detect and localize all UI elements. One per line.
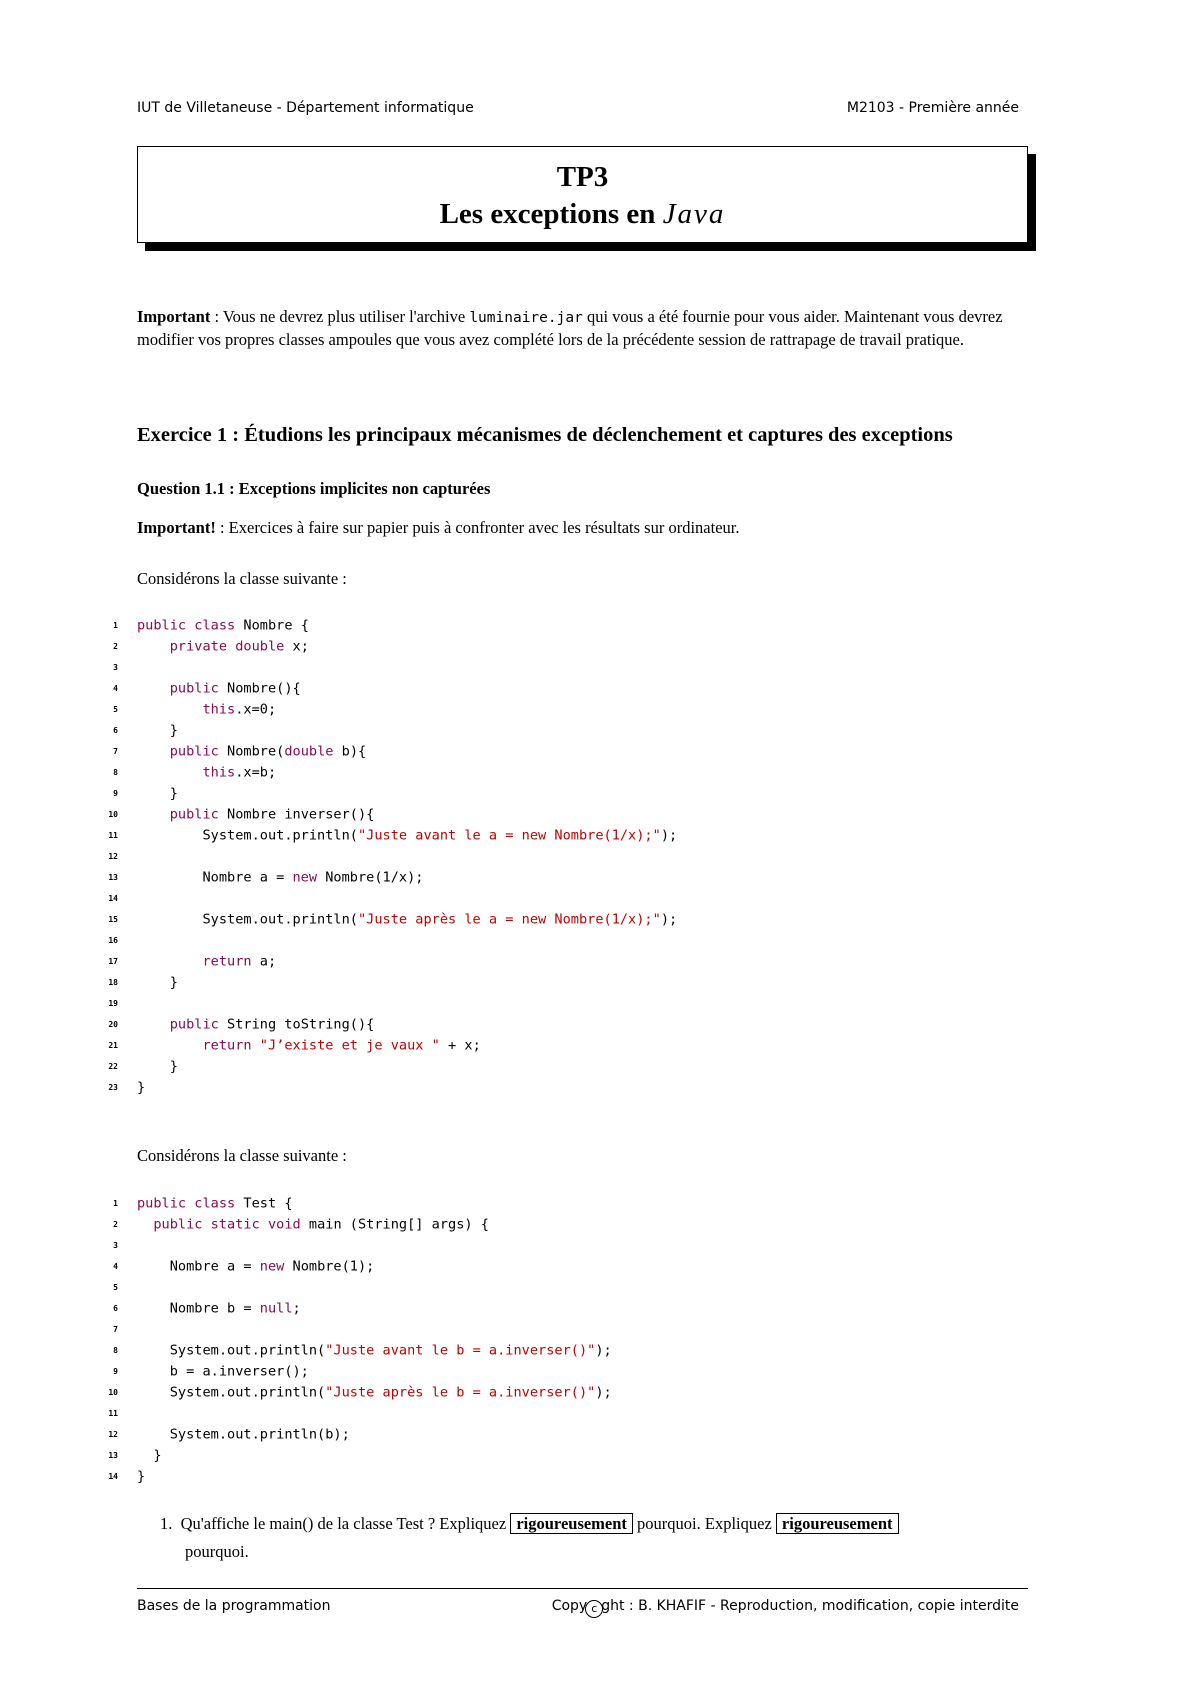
title-line1: TP3 [556, 161, 609, 193]
code-text: System.out.println("Juste après le b = a.inverser()"); [137, 1384, 612, 1401]
question-text3: pourquoi. [185, 1542, 249, 1561]
line-number: 23 [108, 1083, 118, 1092]
code-line [100, 888, 137, 909]
line-number: 8 [113, 768, 118, 777]
code-text: public Nombre inverser(){ [169, 806, 375, 823]
header-right: M2103 - Première année [846, 100, 1019, 116]
code-text: private double x; [169, 638, 309, 655]
code-text: Nombre a = new Nombre(1); [137, 1258, 375, 1275]
code-text: return a; [202, 953, 277, 970]
line-number: 9 [113, 1367, 118, 1376]
footer-rule [137, 1588, 1028, 1589]
line-number: 20 [108, 1020, 118, 1029]
line-number: 11 [108, 831, 118, 840]
code-line [100, 741, 366, 762]
title-prefix: Les exceptions en [439, 198, 663, 230]
code-line [100, 951, 276, 972]
code-line [100, 909, 677, 930]
header-left: IUT de Villetaneuse - Département informatique [137, 100, 474, 116]
code-line [100, 972, 178, 993]
question-title: Question 1.1 : Exceptions implicites non capturées [137, 479, 491, 498]
line-number: 5 [113, 705, 118, 714]
code-line [100, 867, 423, 888]
consider-1: Considérons la classe suivante : [137, 569, 347, 588]
line-number: 22 [108, 1062, 118, 1071]
code-line [100, 1319, 137, 1340]
intro-text1: : Vous ne devrez plus utiliser l'archive [210, 307, 470, 326]
intro-code: luminaire.jar [469, 310, 583, 326]
line-number: 2 [113, 642, 118, 651]
footer-right [552, 1598, 1019, 1618]
line-number: 13 [108, 873, 118, 882]
code-text: public class Test { [137, 1195, 293, 1212]
code-line [100, 1077, 145, 1098]
line-number: 16 [108, 936, 118, 945]
exercise-title: Exercice 1 : Étudions les principaux mécanismes de déclenchement et captures des exceptions [137, 424, 953, 446]
line-number: 14 [108, 894, 118, 903]
boxed-word-2: rigoureusement [776, 1513, 899, 1534]
code-line [100, 720, 178, 741]
line-number: 2 [113, 1220, 118, 1229]
line-number: 14 [108, 1472, 118, 1481]
line-number: 4 [113, 1262, 118, 1271]
code-line [100, 615, 309, 636]
code-line [100, 930, 137, 951]
question-text1: Qu'affiche le main() de la classe Test ? Expliquez [180, 1514, 511, 1533]
code-line [100, 1340, 612, 1361]
code-text: this.x=0; [202, 701, 277, 718]
code-line [100, 783, 178, 804]
code-text: System.out.println("Juste avant le a = new Nombre(1/x);"); [137, 827, 678, 844]
code-text: public class Nombre { [137, 617, 309, 634]
title-box [137, 146, 1028, 243]
code-text: Nombre a = new Nombre(1/x); [137, 869, 424, 886]
line-number: 19 [108, 999, 118, 1008]
line-number: 5 [113, 1283, 118, 1292]
code-line [100, 657, 137, 678]
code-line [100, 678, 301, 699]
code-text: System.out.println("Juste avant le b = a.inverser()"); [137, 1342, 612, 1359]
code-line [100, 1445, 162, 1466]
code-text: } [137, 974, 178, 991]
code-line [100, 1277, 137, 1298]
line-number: 10 [108, 810, 118, 819]
footer-right-prefix: Copy [551, 1598, 588, 1614]
important-line [137, 517, 1027, 539]
title-java: Java [662, 198, 726, 230]
code-text: } [137, 1058, 178, 1075]
code-line [100, 1193, 293, 1214]
line-number: 17 [108, 957, 118, 966]
code-text: } [137, 1447, 162, 1464]
code-line [100, 1256, 374, 1277]
line-number: 1 [113, 621, 118, 630]
line-number: 9 [113, 789, 118, 798]
code-line [100, 1466, 145, 1487]
code-line [100, 825, 677, 846]
question-text2: pourquoi. Expliquez [632, 1514, 776, 1533]
code-line [100, 762, 276, 783]
line-number: 11 [108, 1409, 118, 1418]
code-line [100, 1382, 612, 1403]
line-number: 7 [113, 747, 118, 756]
line-number: 12 [108, 1430, 118, 1439]
line-number: 3 [113, 663, 118, 672]
code-line [100, 1424, 350, 1445]
boxed-word-1: rigoureusement [510, 1513, 633, 1534]
code-text: public String toString(){ [169, 1016, 375, 1033]
code-text: b = a.inverser(); [137, 1363, 309, 1380]
line-number: 6 [113, 726, 118, 735]
code-text: this.x=b; [202, 764, 277, 781]
code-text: Nombre b = null; [137, 1300, 301, 1317]
line-number: 7 [113, 1325, 118, 1334]
code-line [100, 1403, 137, 1424]
consider-2: Considérons la classe suivante : [137, 1146, 347, 1165]
code-text: } [137, 722, 178, 739]
code-text: System.out.println(b); [137, 1426, 350, 1443]
code-text: return "J’existe et je vaux " + x; [202, 1037, 481, 1054]
line-number: 12 [108, 852, 118, 861]
line-number: 3 [113, 1241, 118, 1250]
code-line [100, 1214, 489, 1235]
line-number: 1 [113, 1199, 118, 1208]
code-line [100, 993, 137, 1014]
intro-paragraph [137, 306, 1027, 351]
title-line2 [138, 195, 1027, 233]
footer-left: Bases de la programmation [137, 1598, 331, 1614]
line-number: 6 [113, 1304, 118, 1313]
code-line [100, 636, 309, 657]
intro-text2: qui vous a été fournie pour vous aider. Maintenant vous devrez modifier vos propres classes ampoules que vous avez complété lors de la précédente session de rattrapage de travail pratique. [137, 307, 1003, 349]
line-number: 21 [108, 1041, 118, 1050]
line-number: 8 [113, 1346, 118, 1355]
code-line [100, 1014, 374, 1035]
line-number: 10 [108, 1388, 118, 1397]
code-line [100, 1298, 301, 1319]
code-line [100, 699, 276, 720]
question-number: 1. [160, 1514, 173, 1533]
line-number: 4 [113, 684, 118, 693]
code-line [100, 846, 137, 867]
code-text: } [137, 1079, 146, 1096]
line-number: 18 [108, 978, 118, 987]
code-line [100, 1235, 137, 1256]
code-line [100, 804, 374, 825]
line-number: 13 [108, 1451, 118, 1460]
code-text: System.out.println("Juste après le a = new Nombre(1/x);"); [137, 911, 678, 928]
copyright-icon: c [585, 1600, 603, 1618]
code-line [100, 1361, 309, 1382]
code-line [100, 1035, 481, 1056]
code-text: public Nombre(double b){ [169, 743, 367, 760]
important-text: : Exercices à faire sur papier puis à confronter avec les résultats sur ordinateur. [215, 518, 740, 537]
question-item [160, 1510, 1060, 1566]
code-text: } [137, 1468, 146, 1485]
important-bold: Important! [137, 518, 216, 537]
code-text: public Nombre(){ [169, 680, 301, 697]
line-number: 15 [108, 915, 118, 924]
code-text: public static void main (String[] args) { [153, 1216, 489, 1233]
footer-right-suffix: ght : B. KHAFIF - Reproduction, modification, copie interdite [601, 1598, 1019, 1614]
intro-bold: Important [137, 307, 211, 326]
code-text: } [137, 785, 178, 802]
code-line [100, 1056, 178, 1077]
